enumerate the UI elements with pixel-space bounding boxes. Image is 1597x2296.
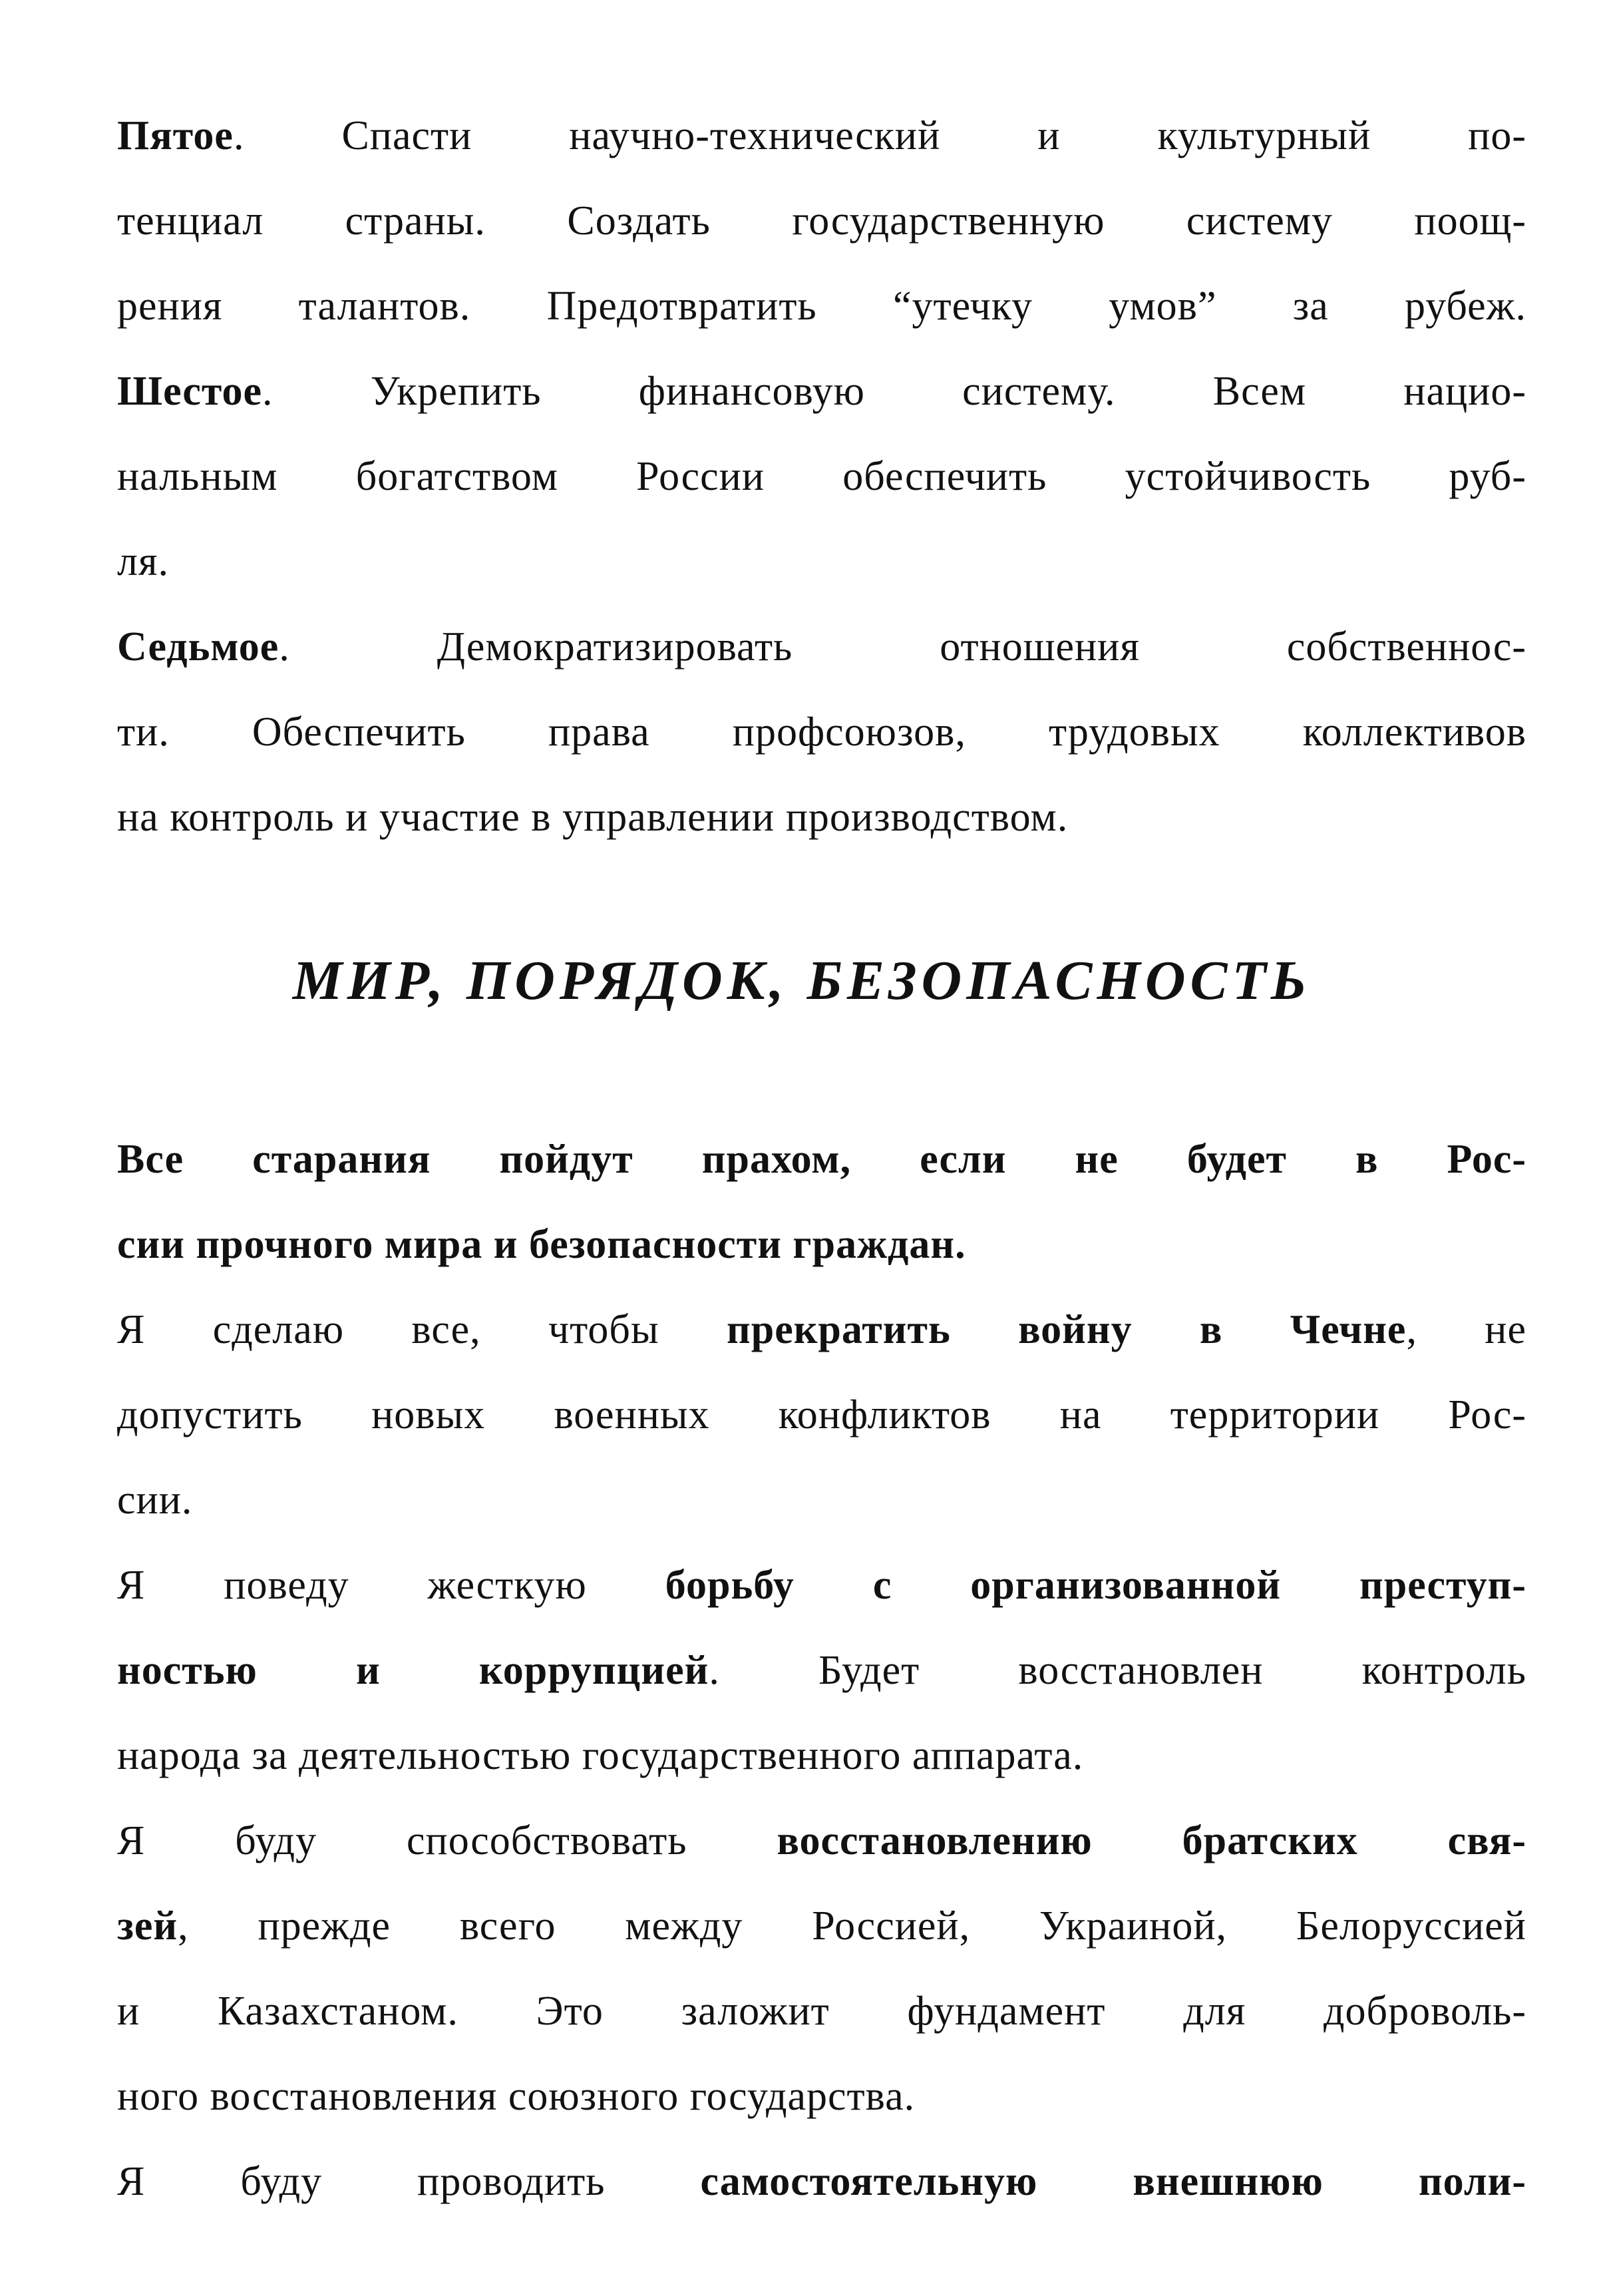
text-segment: . Спасти научно-технический и культурный по-	[233, 113, 1526, 158]
paragraph-intro-statement	[117, 1117, 1526, 1287]
text-segment: , не	[1406, 1307, 1527, 1352]
paragraph-lead: Пятое	[117, 113, 234, 158]
text-line: нальным богатством России обеспечить устойчивость руб-	[117, 454, 1526, 499]
paragraph-fraternal-ties	[117, 1798, 1526, 2139]
text-line	[117, 2139, 1526, 2224]
text-line: ного восстановления союзного государства.	[117, 2074, 916, 2119]
text-line	[117, 1287, 1526, 1372]
text-line	[117, 604, 1526, 689]
text-segment: . Будет восстановлен контроль	[709, 1648, 1526, 1693]
emphasis-text: ностью и коррупцией	[117, 1648, 709, 1693]
text-line: рения талантов. Предотвратить “утечку умов” за рубеж.	[117, 284, 1526, 329]
text-line: Все старания пойдут прахом, если не будет в Рос-	[117, 1137, 1526, 1182]
paragraph-sixth	[117, 349, 1526, 604]
text-segment: Я буду проводить	[117, 2159, 701, 2204]
paragraph-lead: Шестое	[117, 369, 263, 414]
paragraph-fifth	[117, 93, 1526, 349]
emphasis-text: зей	[117, 1903, 178, 1949]
text-line: и Казахстаном. Это заложит фундамент для доброволь-	[117, 1989, 1526, 2034]
text-line	[117, 93, 1526, 178]
text-line	[117, 1798, 1526, 1883]
emphasis-text: борьбу с организованной преступ-	[665, 1563, 1526, 1608]
paragraph-seventh	[117, 604, 1526, 860]
text-line	[117, 1628, 1526, 1713]
paragraph-crime	[117, 1543, 1526, 1798]
text-line: тенциал страны. Создать государственную систему поощ-	[117, 198, 1526, 244]
text-segment: Я сделаю все, чтобы	[117, 1307, 727, 1352]
text-segment: Я поведу жесткую	[117, 1563, 665, 1608]
paragraph-foreign-policy	[117, 2139, 1526, 2224]
text-line: народа за деятельностью государственного аппарата.	[117, 1733, 1084, 1778]
text-line: сии.	[117, 1477, 193, 1523]
emphasis-text: восстановлению братских свя-	[777, 1818, 1526, 1863]
text-line	[117, 1883, 1526, 1969]
text-line: допустить новых военных конфликтов на территории Рос-	[117, 1392, 1526, 1437]
document-page	[117, 93, 1526, 2224]
text-line: ти. Обеспечить права профсоюзов, трудовых коллективов	[117, 709, 1526, 755]
text-line: на контроль и участие в управлении производством.	[117, 795, 1069, 840]
text-segment: . Демократизировать отношения собственнос-	[279, 624, 1526, 670]
emphasis-text: прекратить войну в Чечне	[726, 1307, 1407, 1352]
section-heading: МИР, ПОРЯДОК, БЕЗОПАСНОСТЬ	[292, 950, 1312, 1012]
text-segment: Я буду способствовать	[117, 1818, 777, 1863]
paragraph-lead: Седьмое	[117, 624, 279, 670]
text-line	[117, 349, 1526, 434]
text-line: ля.	[117, 539, 169, 584]
text-segment: . Укрепить финансовую систему. Всем нацио-	[262, 369, 1526, 414]
paragraph-chechnya	[117, 1287, 1526, 1543]
emphasis-text: самостоятельную внешнюю поли-	[700, 2159, 1526, 2204]
text-segment: , прежде всего между Россией, Украиной, Белоруссией	[178, 1903, 1526, 1949]
text-line: сии прочного мира и безопасности граждан.	[117, 1222, 966, 1267]
text-line	[117, 1543, 1526, 1628]
